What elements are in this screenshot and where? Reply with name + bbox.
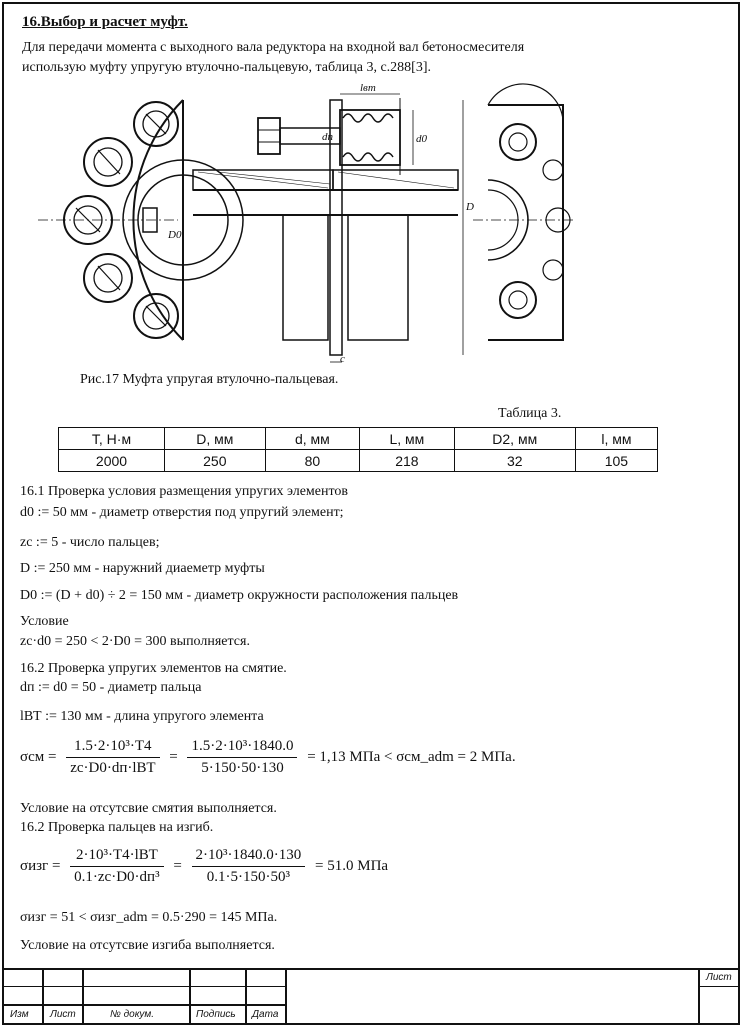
condition-label: Условие — [20, 614, 69, 629]
fraction-symbolic — [66, 738, 159, 777]
pin-hole-3 — [84, 254, 132, 302]
D0-formula: D0 := (D + d0) ÷ 2 = 150 мм - диаметр окружности расположения пальцев — [20, 588, 459, 603]
right-bolt-1 — [500, 124, 536, 160]
coupling-spec-table — [58, 427, 658, 472]
title-block — [2, 968, 740, 1025]
table-header-cell: d, мм — [265, 428, 360, 450]
stamp-ndokum: № докум. — [110, 1009, 155, 1020]
sigma-izg-label: σизг = — [20, 857, 61, 874]
D-definition: D := 250 мм - наружний диаеметр муфты — [20, 561, 265, 576]
table-header-cell: Т, Н·м — [59, 428, 165, 450]
right-hub-body — [348, 215, 408, 340]
label-D: D — [466, 201, 474, 213]
zc-definition: zc := 5 - число пальцев; — [20, 535, 160, 550]
intro-line-1: Для передачи момента с выходного вала редуктора на входной вал бетоносмесителя — [22, 40, 525, 55]
section-3-title: 16.2 Проверка пальцев на изгиб. — [20, 820, 214, 835]
table-cell: 218 — [360, 450, 455, 472]
label-d0: d0 — [416, 133, 427, 145]
table-header-cell: L, мм — [360, 428, 455, 450]
figure-caption: Рис.17 Муфта упругая втулочно-пальцевая. — [80, 372, 339, 387]
stamp-izm: Изм — [10, 1009, 29, 1020]
label-c: c — [340, 353, 345, 365]
fraction-numerator: 1.5·2·10³·T4 — [66, 738, 159, 758]
fraction-denominator: 0.1·5·150·50³ — [206, 869, 291, 885]
section-2-title: 16.2 Проверка упругих элементов на смятие. — [20, 661, 287, 676]
dp-definition: dп := d0 = 50 - диаметр пальца — [20, 680, 202, 695]
pin-hole-2 — [84, 138, 132, 186]
bending-stress-result: = 51.0 МПа — [315, 857, 389, 874]
label-D0: D0 — [168, 229, 182, 241]
bending-conclusion: Условие на отсутсвие изгиба выполняется. — [20, 938, 275, 953]
bending-check: σизг = 51 < σизг_adm = 0.5·290 = 145 МПа. — [20, 910, 278, 925]
section-1-title: 16.1 Проверка условия размещения упругих элементов — [20, 484, 349, 499]
crush-stress-formula: σсм = $\frac{\text{1.5·2·10³·T4}}{\text{zc·D0·dп·lВТ}}$ = $\frac{\text{1.5·2·10³·1840.0}}{5\cdot 150\cdot 50\cdot 130}$ = 1,13 МПа < σсм_adm = 2 МПа. — [20, 738, 516, 776]
table-caption: Таблица 3. — [498, 406, 562, 421]
fraction-denominator: 0.1·zc·D0·dп³ — [74, 869, 160, 885]
table-row — [59, 450, 658, 472]
section-heading: 16.Выбор и расчет муфт. — [22, 14, 188, 30]
table-header-cell: D2, мм — [454, 428, 575, 450]
sigma-cm-label: σсм = — [20, 748, 57, 765]
condition-formula: zc·d0 = 250 < 2·D0 = 300 выполняется. — [20, 634, 250, 649]
fraction-numerator: 2·10³·T4·lВТ — [70, 847, 163, 867]
fraction-symbolic — [70, 847, 163, 886]
table-header-cell: D, мм — [165, 428, 266, 450]
right-bolt-2 — [500, 282, 536, 318]
fraction-numerator: 1.5·2·10³·1840.0 — [187, 738, 297, 758]
crush-stress-result: = 1,13 МПа < σсм_adm = 2 МПа. — [307, 748, 516, 765]
stamp-list-right: Лист — [706, 972, 732, 983]
fraction-numerator: 2·10³·1840.0·130 — [192, 847, 306, 867]
intro-line-2: использую муфту упругую втулочно-пальцевую, таблица 3, с.288[3]. — [22, 60, 432, 75]
fraction-denominator: zc·D0·dп·lВТ — [70, 760, 156, 776]
table-cell: 32 — [454, 450, 575, 472]
fraction-denominator: 5·150·50·130 — [201, 760, 284, 776]
table-header-cell: l, мм — [575, 428, 657, 450]
bending-stress-formula: σизг = $\frac{\text{2·10³·T4·lВТ}}{\text{0.1·zc·D0·dп³}}$ = $\frac{\text{2·10³·1840.0·130}}{\text{0.1·5·150·50³}}$ = 51.0 МПа — [20, 847, 389, 885]
coupling-drawing — [18, 80, 578, 370]
fraction-numeric — [192, 847, 306, 886]
stamp-data: Дата — [252, 1009, 279, 1020]
stamp-podpis: Подпись — [196, 1009, 236, 1020]
stamp-list: Лист — [50, 1009, 76, 1020]
intro-paragraph — [22, 38, 524, 78]
left-hub-body — [283, 215, 328, 340]
table-cell: 2000 — [59, 450, 165, 472]
table-cell: 250 — [165, 450, 266, 472]
table-header-row — [59, 428, 658, 450]
table-cell: 105 — [575, 450, 657, 472]
table-cell: 80 — [265, 450, 360, 472]
label-lvt: lвт — [360, 82, 376, 94]
crush-conclusion: Условие на отсутсвие смятия выполняется. — [20, 801, 277, 816]
elastic-sleeve — [340, 110, 400, 165]
lvt-definition: lВТ := 130 мм - длина упругого элемента — [20, 709, 264, 724]
fraction-numeric — [187, 738, 297, 777]
pin-nut — [258, 118, 280, 154]
d0-definition: d0 := 50 мм - диаметр отверстия под упругий элемент; — [20, 505, 344, 520]
label-dp: dп — [322, 131, 333, 143]
